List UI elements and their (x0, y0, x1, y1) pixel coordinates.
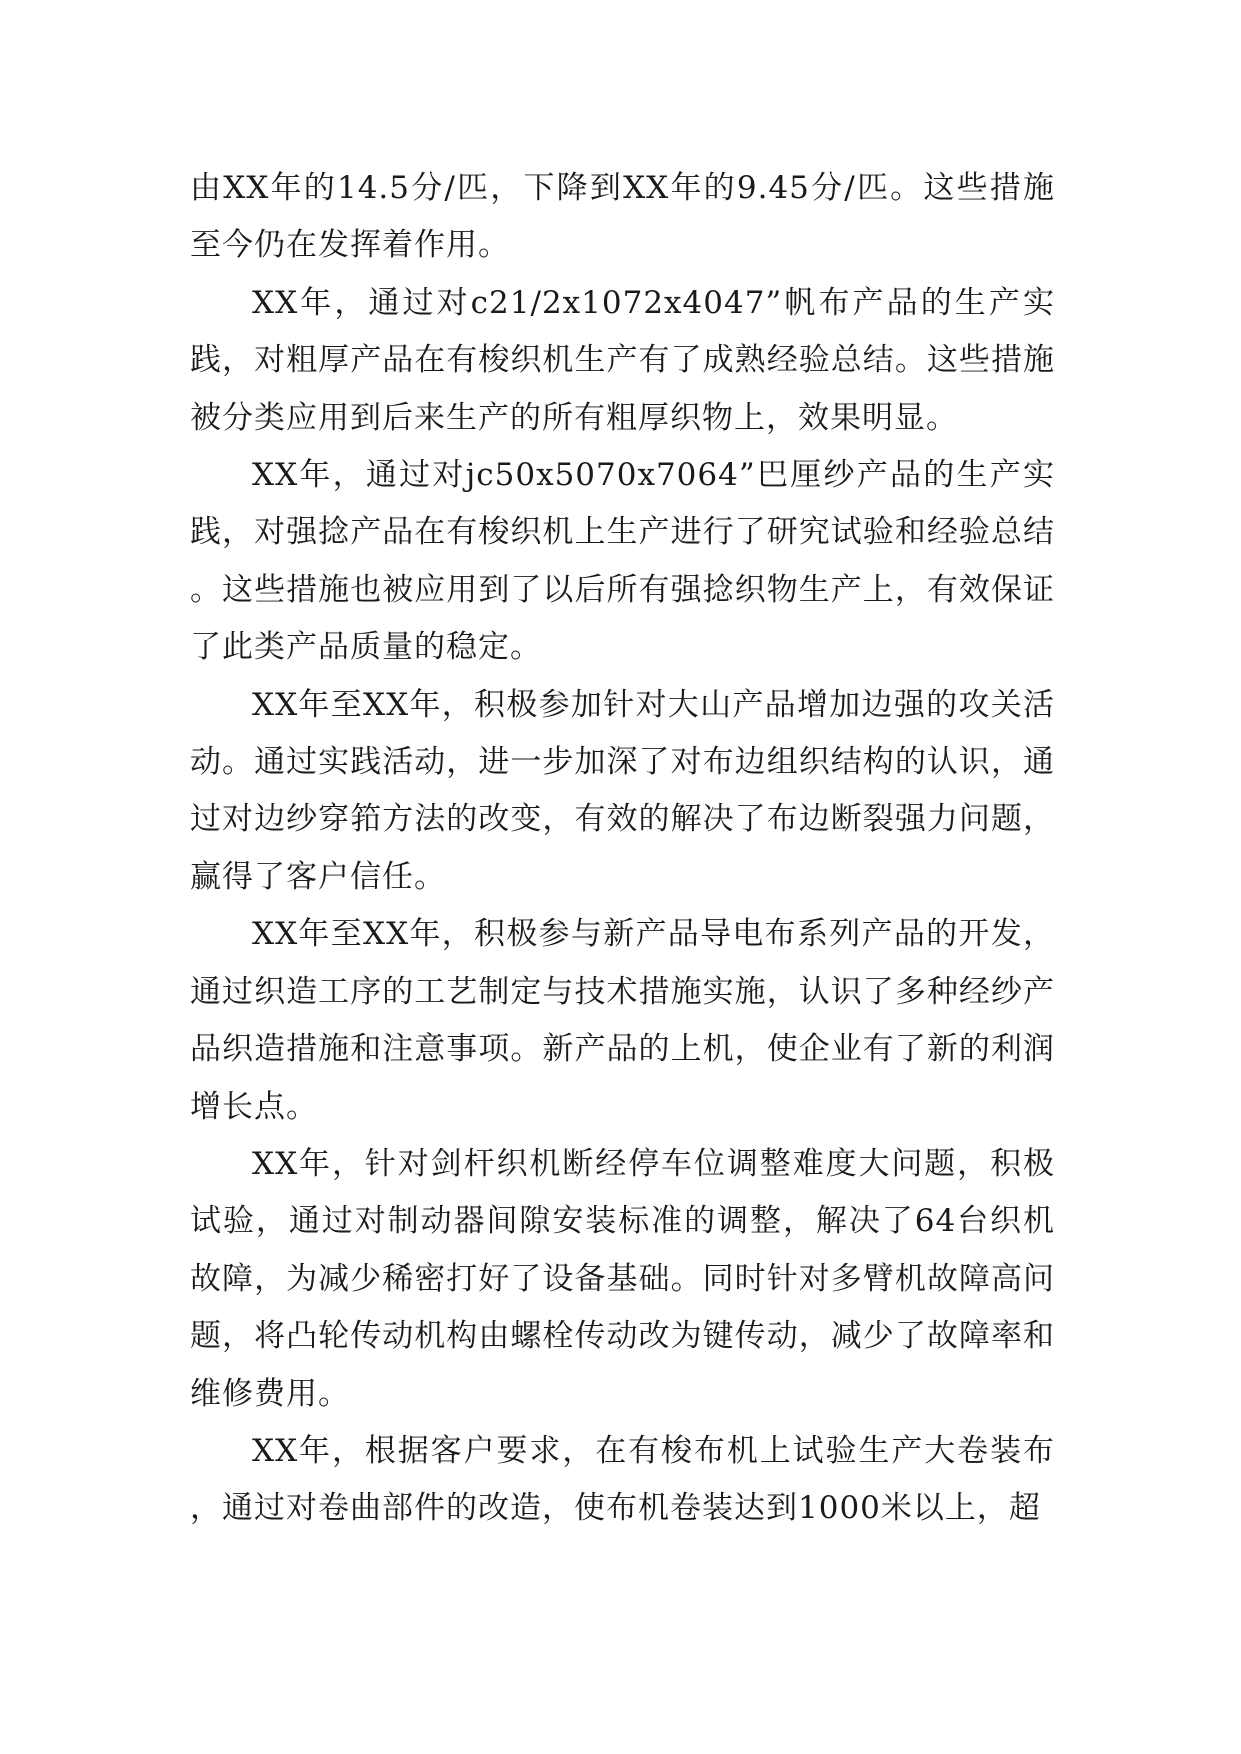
paragraph-2: XX年，通过对c21/2x1072x4047”帆布产品的生产实践，对粗厚产品在有梭织机生产有了成熟经验总结。这些措施被分类应用到后来生产的所有粗厚织物上，效果明显。 (190, 284, 1055, 436)
paragraph-6: XX年，针对剑杆织机断经停车位调整难度大问题，积极试验，通过对制动器间隙安装标准的调整，解决了64台织机故障，为减少稀密打好了设备基础。同时针对多臂机故障高问题，将凸轮传动机构由螺栓传动改为键传动，减少了故障率和维修费用。 (190, 1145, 1055, 1412)
paragraph-1: 由XX年的14.5分/匹，下降到XX年的9.45分/匹。这些措施至今仍在发挥着作用。 (190, 170, 1055, 264)
paragraph-7: XX年，根据客户要求，在有梭布机上试验生产大卷装布，通过对卷曲部件的改造，使布机卷装达到1000米以上，超 (190, 1432, 1055, 1527)
paragraph-4: XX年至XX年，积极参加针对大山产品增加边强的攻关活动。通过实践活动，进一步加深了对布边组织结构的认识，通过对边纱穿筘方法的改变，有效的解决了布边断裂强力问题，赢得了客户信任。 (190, 686, 1055, 895)
paragraph-5: XX年至XX年，积极参与新产品导电布系列产品的开发，通过织造工序的工艺制定与技术措施实施，认识了多种经纱产品织造措施和注意事项。新产品的上机，使企业有了新的利润增长点。 (190, 916, 1055, 1125)
paragraph-3: XX年，通过对jc50x5070x7064”巴厘纱产品的生产实践，对强捻产品在有梭织机上生产进行了研究试验和经验总结。这些措施也被应用到了以后所有强捻织物生产上，有效保证了此类产品质量的稳定。 (190, 457, 1055, 666)
document-body (190, 160, 1055, 1538)
